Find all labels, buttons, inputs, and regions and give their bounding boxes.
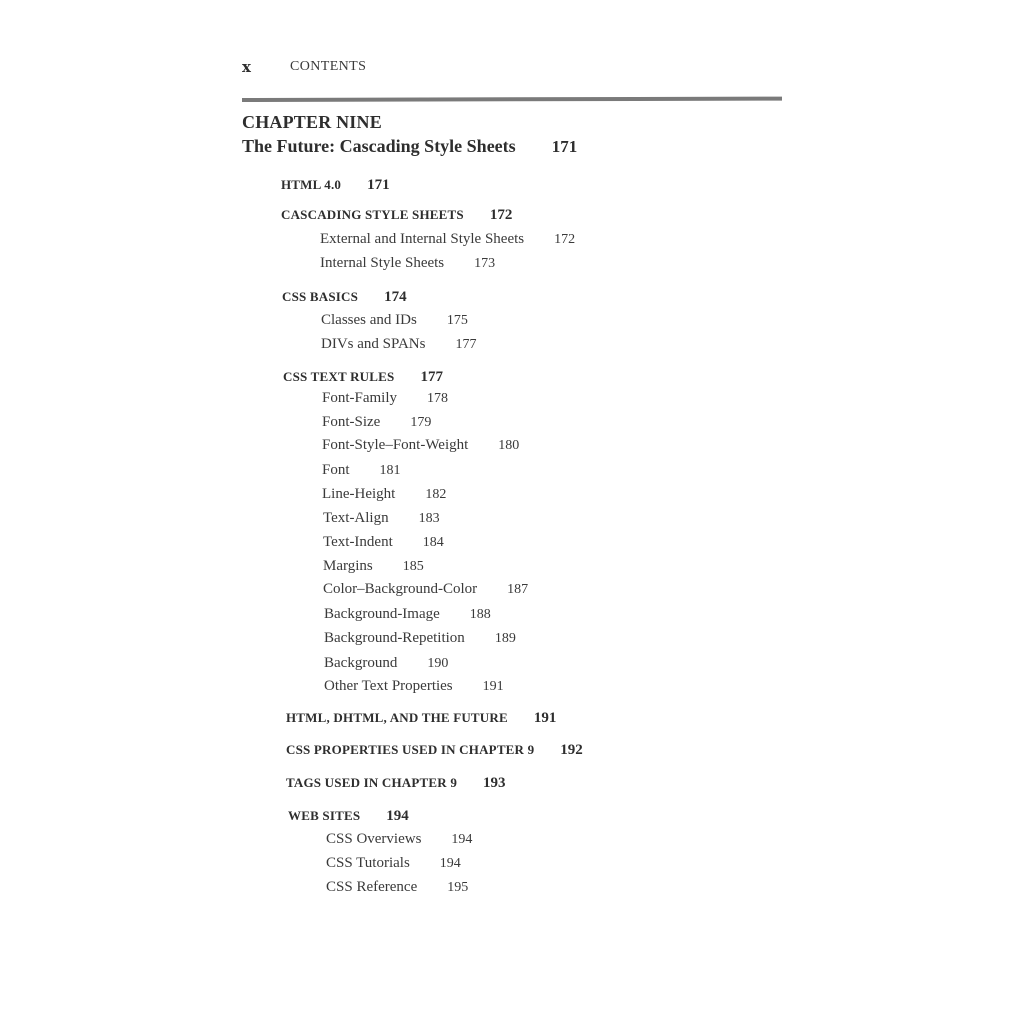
toc-subsection [323,510,440,527]
section-title: CSS PROPERTIES USED IN CHAPTER 9 [286,742,535,757]
subsection-title: Text-Align [323,510,389,526]
toc-subsection [322,462,401,479]
section-title: HTML 4.0 [281,177,342,192]
toc-subsection [326,831,472,848]
toc-subsection [320,255,495,272]
toc-subsection [322,486,446,503]
chapter-title: The Future: Cascading Style Sheets [242,136,516,156]
toc-section [281,207,512,224]
section-page-number: 193 [483,775,506,791]
toc-section [286,742,583,759]
toc-section [283,369,443,386]
subsection-page-number: 180 [498,438,520,453]
section-page-number: 172 [489,207,513,223]
toc-subsection [322,390,448,407]
toc-subsection [324,606,491,623]
subsection-title: Font [322,462,350,478]
subsection-page-number: 181 [379,463,401,478]
subsection-page-number: 172 [554,232,576,247]
running-title: CONTENTS [290,59,367,74]
subsection-title: Color–Background-Color [323,581,478,597]
subsection-title: Font-Style–Font-Weight [322,437,469,453]
section-title: CSS TEXT RULES [283,369,395,384]
section-title: CSS BASICS [282,289,359,304]
section-page-number: 171 [367,177,390,193]
toc-subsection [321,312,468,329]
subsection-title: Background-Repetition [324,630,465,646]
section-page-number: 192 [560,742,583,758]
subsection-title: Line-Height [322,486,396,502]
chapter-page-number: 171 [551,137,578,156]
section-page-number: 191 [533,710,557,726]
page-number: x [242,58,251,76]
running-head [242,55,366,79]
section-title: TAGS USED IN CHAPTER 9 [286,775,458,790]
subsection-page-number: 188 [469,607,491,622]
subsection-page-number: 182 [425,487,447,502]
subsection-page-number: 183 [418,511,440,526]
subsection-page-number: 175 [446,313,468,328]
subsection-title: External and Internal Style Sheets [320,231,525,247]
subsection-title: Font-Size [322,414,381,430]
subsection-page-number: 187 [507,582,529,597]
subsection-page-number: 178 [427,391,449,406]
toc-subsection [324,655,448,672]
header-rule [242,97,782,102]
subsection-page-number: 177 [455,337,477,352]
toc-section [288,808,409,825]
subsection-title: DIVs and SPANs [321,336,426,352]
subsection-page-number: 194 [451,832,473,847]
subsection-page-number: 195 [447,880,469,895]
toc-section [286,775,506,792]
section-title: WEB SITES [288,808,361,823]
subsection-page-number: 179 [410,415,432,430]
subsection-title: Other Text Properties [324,678,453,694]
toc-subsection [323,581,528,598]
section-page-number: 174 [384,289,407,305]
subsection-title: Background-Image [324,606,440,622]
section-title: HTML, DHTML, AND THE FUTURE [286,710,508,725]
chapter-title-row [242,136,577,157]
toc-subsection [324,678,504,695]
toc-subsection [326,855,461,872]
section-title: CASCADING STYLE SHEETS [281,207,464,222]
subsection-page-number: 189 [494,631,516,646]
toc-subsection [326,879,468,896]
toc-subsection [323,534,444,551]
subsection-title: Margins [323,558,373,574]
toc-section [286,710,556,727]
toc-subsection [322,437,519,454]
subsection-title: CSS Reference [326,879,418,895]
toc-subsection [324,630,516,647]
toc-subsection [321,336,476,353]
subsection-title: Font-Family [322,390,398,406]
toc-subsection [322,414,431,431]
toc-section [282,289,407,306]
subsection-page-number: 191 [482,679,504,694]
subsection-page-number: 194 [439,856,461,871]
subsection-page-number: 190 [427,656,449,671]
section-page-number: 177 [420,369,443,385]
subsection-title: Classes and IDs [321,312,417,328]
toc-subsection [320,231,575,248]
subsection-page-number: 184 [422,535,444,550]
subsection-title: CSS Tutorials [326,855,410,871]
subsection-page-number: 173 [474,256,496,271]
subsection-title: Background [324,655,398,671]
subsection-title: Text-Indent [323,534,393,550]
subsection-title: Internal Style Sheets [320,255,445,271]
section-page-number: 194 [386,808,409,824]
subsection-page-number: 185 [402,559,424,574]
chapter-label: CHAPTER NINE [242,112,382,132]
toc-subsection [323,558,424,575]
subsection-title: CSS Overviews [326,831,422,847]
toc-section [281,177,390,194]
